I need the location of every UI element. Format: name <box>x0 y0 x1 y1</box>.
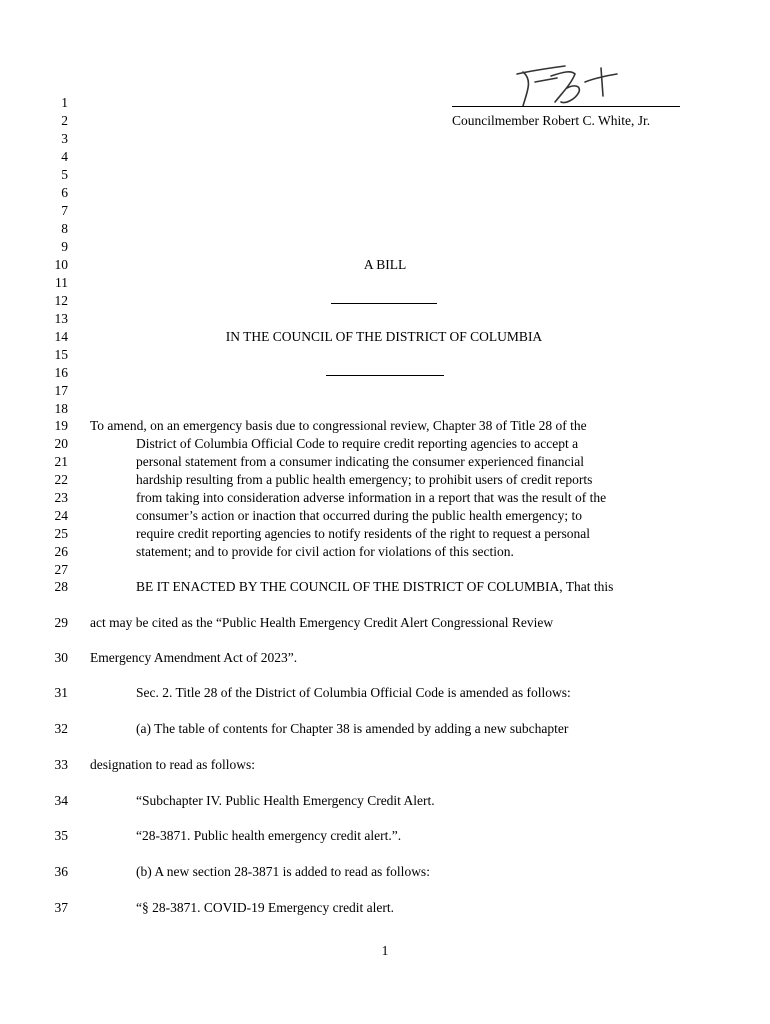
line-number: 1 <box>61 95 68 110</box>
line-number: 14 <box>54 329 68 344</box>
line-number: 6 <box>61 185 68 200</box>
long-title-line: personal statement from a consumer indicating the consumer experienced financial <box>136 454 584 469</box>
body-line: “§ 28-3871. COVID-19 Emergency credit alert. <box>136 900 395 915</box>
line-number: 30 <box>54 650 68 665</box>
line-number: 36 <box>54 864 68 879</box>
line-number: 29 <box>54 615 68 630</box>
line-number: 9 <box>61 239 68 254</box>
line-number: 25 <box>54 526 68 541</box>
body-line: (b) A new section 28-3871 is added to read as follows: <box>136 864 430 879</box>
page-number: 1 <box>381 943 389 958</box>
line-number: 34 <box>54 793 68 808</box>
line-number: 19 <box>54 418 68 433</box>
body-line: designation to read as follows: <box>90 757 255 772</box>
line-number: 7 <box>61 203 68 218</box>
line-number: 13 <box>54 311 68 326</box>
line-number: 22 <box>54 472 68 487</box>
line-number: 23 <box>54 490 68 505</box>
bill-heading: A BILL <box>363 257 407 272</box>
line-number: 2 <box>61 113 68 128</box>
council-heading: IN THE COUNCIL OF THE DISTRICT OF COLUMBIA <box>225 329 543 344</box>
title-rule <box>326 375 444 376</box>
line-number: 21 <box>54 454 68 469</box>
line-number: 35 <box>54 828 68 843</box>
body-line: act may be cited as the “Public Health Emergency Credit Alert Congressional Review <box>90 615 554 630</box>
line-number: 3 <box>61 131 68 146</box>
body-line: “Subchapter IV. Public Health Emergency Credit Alert. <box>136 793 435 808</box>
line-number: 26 <box>54 544 68 559</box>
line-number: 16 <box>54 365 68 380</box>
line-number: 12 <box>54 293 68 308</box>
line-number: 28 <box>54 579 68 594</box>
enacting-clause: BE IT ENACTED BY THE COUNCIL OF THE DISTRICT OF COLUMBIA, That this <box>136 579 614 594</box>
line-number: 11 <box>55 275 68 290</box>
line-number: 15 <box>54 347 68 362</box>
line-number: 20 <box>54 436 68 451</box>
line-number: 18 <box>54 401 68 416</box>
line-number: 33 <box>54 757 68 772</box>
sponsor-name: Councilmember Robert C. White, Jr. <box>452 113 651 128</box>
body-line: “28-3871. Public health emergency credit alert.”. <box>136 828 402 843</box>
long-title-line: hardship resulting from a public health emergency; to prohibit users of credit reports <box>136 472 593 487</box>
long-title-line: District of Columbia Official Code to require credit reporting agencies to accept a <box>136 436 579 451</box>
long-title-line: consumer’s action or inaction that occurred during the public health emergency; to <box>136 508 582 523</box>
long-title-line: To amend, on an emergency basis due to congressional review, Chapter 38 of Title 28 of the <box>90 418 587 433</box>
line-number: 4 <box>61 149 68 164</box>
long-title-line: statement; and to provide for civil action for violations of this section. <box>136 544 514 559</box>
line-number: 8 <box>61 221 68 236</box>
title-rule <box>331 303 437 304</box>
signature-image <box>505 62 635 112</box>
line-number: 17 <box>54 383 68 398</box>
line-number: 5 <box>61 167 68 182</box>
line-number: 24 <box>54 508 68 523</box>
long-title-line: from taking into consideration adverse information in a report that was the result of the <box>136 490 607 505</box>
line-number: 10 <box>54 257 68 272</box>
signature-line <box>452 106 680 107</box>
long-title-line: require credit reporting agencies to notify residents of the right to request a personal <box>136 526 590 541</box>
body-line: (a) The table of contents for Chapter 38 is amended by adding a new subchapter <box>136 721 569 736</box>
body-line: Emergency Amendment Act of 2023”. <box>90 650 298 665</box>
line-number: 31 <box>54 685 68 700</box>
line-number: 37 <box>54 900 68 915</box>
line-number: 32 <box>54 721 68 736</box>
body-line: Sec. 2. Title 28 of the District of Columbia Official Code is amended as follows: <box>136 685 571 700</box>
line-number: 27 <box>54 562 68 577</box>
